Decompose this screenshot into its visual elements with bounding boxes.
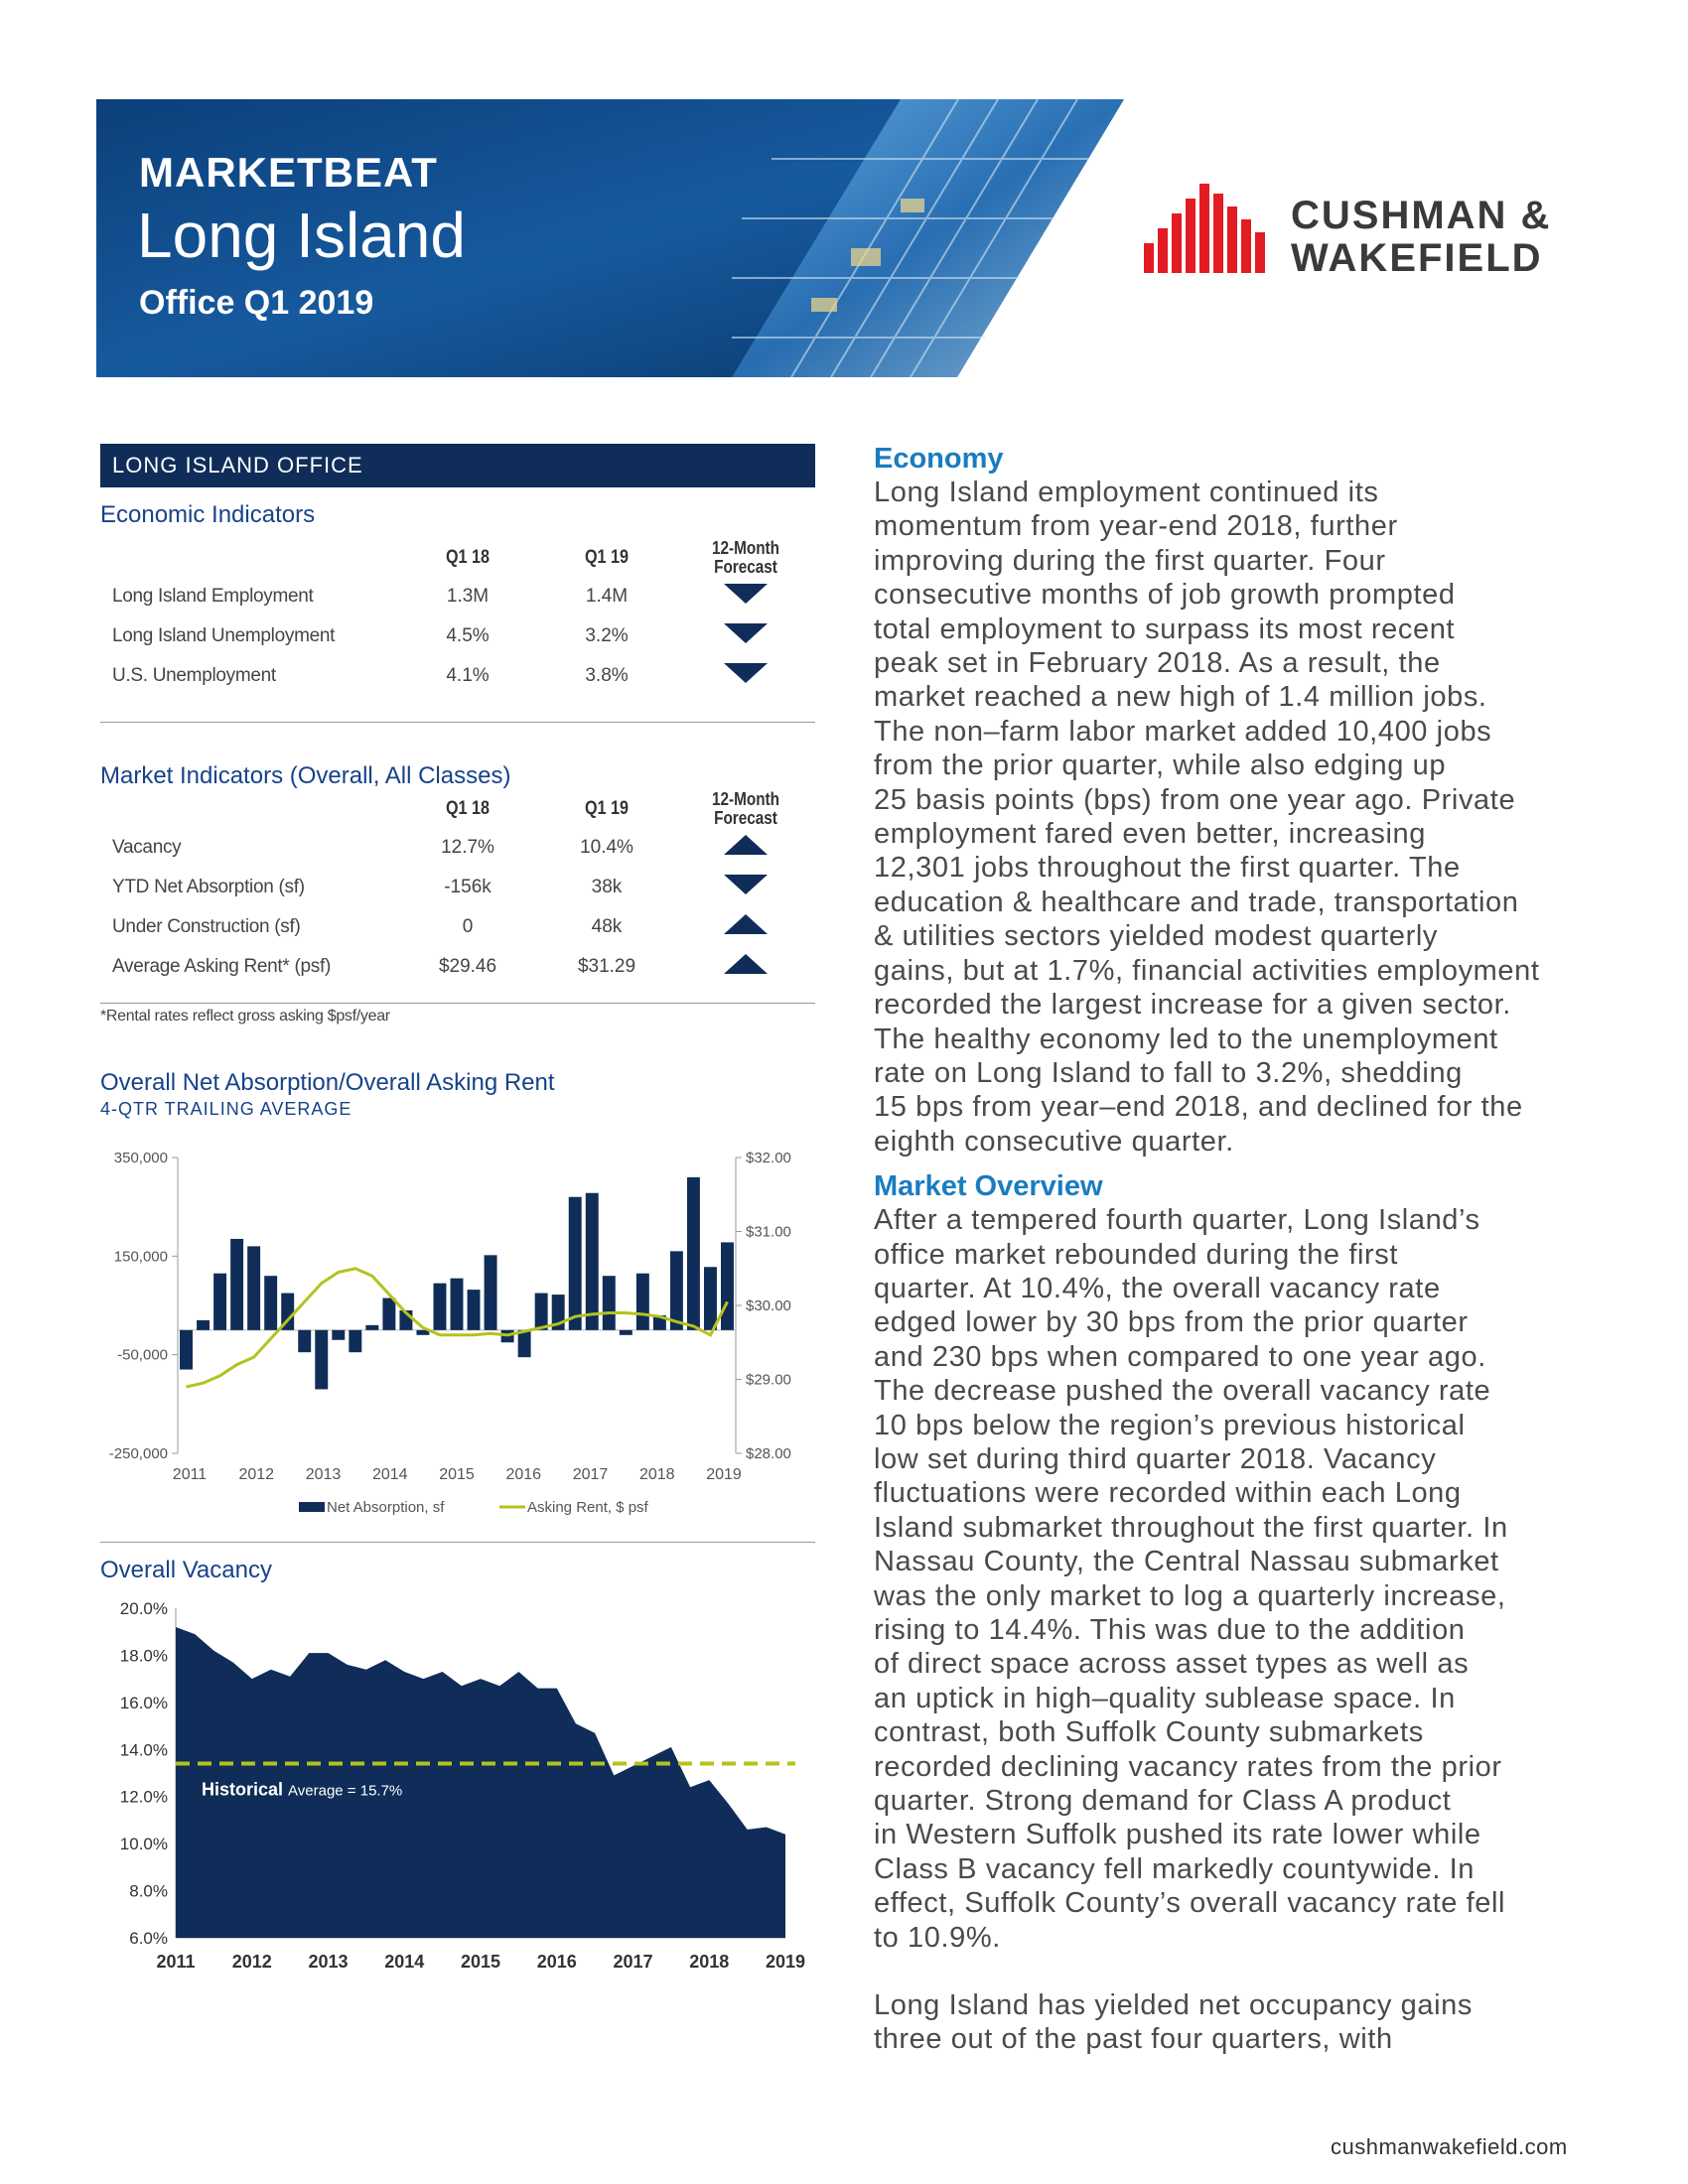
x-tick-label: 2011 bbox=[156, 1952, 196, 1972]
y-tick-label: 350,000 bbox=[113, 1150, 168, 1166]
y-tick-label: 10.0% bbox=[119, 1835, 168, 1854]
row-q118: 4.5% bbox=[446, 625, 490, 646]
row-q118: 0 bbox=[462, 916, 474, 937]
row-q119: $31.29 bbox=[577, 956, 636, 977]
divider bbox=[100, 1003, 815, 1004]
y-tick-label: 8.0% bbox=[129, 1881, 168, 1901]
forecast-down-arrow-icon bbox=[724, 584, 768, 604]
table-row bbox=[100, 947, 815, 987]
y-tick-label: 16.0% bbox=[119, 1693, 168, 1712]
text-line: recorded the largest increase for a given sector. bbox=[874, 989, 1511, 1022]
col-forecast: 12-Month Forecast bbox=[712, 789, 779, 828]
table-row bbox=[100, 907, 815, 947]
absorption-bar bbox=[433, 1284, 446, 1330]
text-line: an uptick in high–quality sublease space. In bbox=[874, 1682, 1456, 1714]
row-q118: 12.7% bbox=[441, 837, 494, 858]
y-tick-label: 18.0% bbox=[119, 1646, 168, 1666]
text-line: effect, Suffolk County’s overall vacancy rate fell bbox=[874, 1887, 1506, 1920]
text-line: of direct space across asset types as well as bbox=[874, 1648, 1470, 1681]
absorption-bar bbox=[315, 1330, 328, 1390]
forecast-down-arrow-icon bbox=[724, 663, 768, 683]
row-label: YTD Net Absorption (sf) bbox=[112, 877, 305, 897]
text-line: office market rebounded during the first bbox=[874, 1238, 1399, 1271]
row-q118: 4.1% bbox=[446, 665, 490, 686]
row-q119: 10.4% bbox=[580, 837, 633, 858]
absorption-bar bbox=[569, 1197, 582, 1330]
page-title: Long Island bbox=[137, 200, 466, 271]
x-tick-label: 2014 bbox=[371, 1466, 408, 1483]
table-header-row bbox=[100, 539, 815, 577]
absorption-bar bbox=[670, 1251, 683, 1329]
absorption-bar bbox=[704, 1267, 717, 1330]
y-tick-label: 6.0% bbox=[129, 1929, 168, 1948]
col-q119: Q1 19 bbox=[584, 798, 629, 819]
row-label: Under Construction (sf) bbox=[112, 916, 301, 937]
x-tick-label: 2012 bbox=[231, 1952, 272, 1972]
forecast-up-arrow-icon bbox=[724, 954, 768, 974]
text-line: Island submarket throughout the first quarter. In bbox=[874, 1511, 1508, 1544]
table-row bbox=[100, 656, 815, 696]
logo-bars-icon bbox=[1144, 179, 1273, 278]
absorption-bar bbox=[264, 1276, 277, 1330]
text-line: The decrease pushed the overall vacancy rate bbox=[874, 1375, 1491, 1408]
text-line: in Western Suffolk pushed its rate lower while bbox=[874, 1819, 1481, 1851]
left-column bbox=[100, 444, 815, 1996]
col-q118: Q1 18 bbox=[445, 798, 490, 819]
absorption-bar bbox=[247, 1246, 260, 1329]
annotation-value: Average = 15.7% bbox=[288, 1782, 403, 1800]
absorption-bar bbox=[721, 1242, 734, 1329]
y-tick-label: -50,000 bbox=[117, 1346, 168, 1364]
annotation-label: Historical bbox=[202, 1779, 289, 1800]
x-tick-label: 2019 bbox=[765, 1952, 806, 1972]
absorption-bar bbox=[518, 1330, 531, 1357]
text-line: rising to 14.4%. This was due to the addition bbox=[874, 1614, 1466, 1646]
footer-url[interactable]: cushmanwakefield.com bbox=[1331, 2134, 1568, 2159]
text-line: improving during the first quarter. Four bbox=[874, 544, 1386, 577]
legend-swatch-absorption bbox=[299, 1502, 325, 1512]
row-q119: 1.4M bbox=[585, 586, 629, 607]
absorption-bar bbox=[485, 1255, 497, 1329]
text-line: contrast, both Suffolk County submarkets bbox=[874, 1716, 1424, 1749]
economic-indicators-table bbox=[100, 539, 815, 696]
header-banner bbox=[96, 99, 1124, 377]
absorption-bar bbox=[636, 1274, 649, 1330]
text-line: After a tempered fourth quarter, Long Island’s bbox=[874, 1204, 1480, 1237]
x-tick-label: 2015 bbox=[460, 1952, 501, 1972]
marketbeat-kicker: MARKETBEAT bbox=[139, 149, 438, 196]
y-tick-label: 14.0% bbox=[119, 1740, 168, 1760]
row-q119: 3.2% bbox=[585, 625, 629, 646]
x-tick-label: 2018 bbox=[638, 1466, 675, 1483]
text-line: employment fared even better, increasing bbox=[874, 818, 1426, 851]
x-tick-label: 2012 bbox=[238, 1466, 275, 1483]
y-tick-label: 12.0% bbox=[119, 1787, 168, 1807]
x-tick-label: 2019 bbox=[706, 1466, 742, 1483]
text-line: gains, but at 1.7%, financial activities employment bbox=[874, 954, 1540, 987]
economic-indicators-title: Economic Indicators bbox=[100, 501, 316, 528]
absorption-chart-title: Overall Net Absorption/Overall Asking Rent bbox=[100, 1069, 555, 1096]
text-line: 15 bps from year–end 2018, and declined for the bbox=[874, 1091, 1523, 1124]
absorption-bar bbox=[349, 1330, 361, 1352]
absorption-bar bbox=[213, 1274, 226, 1330]
row-label: Long Island Unemployment bbox=[112, 625, 336, 646]
y2-tick-label: $28.00 bbox=[746, 1445, 791, 1462]
forecast-down-arrow-icon bbox=[724, 875, 768, 894]
absorption-bar bbox=[603, 1276, 616, 1330]
divider bbox=[100, 1542, 815, 1543]
absorption-rent-chart bbox=[100, 1120, 815, 1537]
y-tick-label: 20.0% bbox=[119, 1599, 168, 1618]
text-line: to 10.9%. bbox=[874, 1921, 1001, 1954]
table-row bbox=[100, 828, 815, 868]
text-line: total employment to surpass its most recent bbox=[874, 613, 1456, 645]
rent-footnote: *Rental rates reflect gross asking $psf/year bbox=[100, 1008, 390, 1024]
table-row bbox=[100, 868, 815, 907]
absorption-bar bbox=[365, 1325, 378, 1330]
text-line: quarter. At 10.4%, the overall vacancy rate bbox=[874, 1272, 1441, 1304]
market-indicators-table bbox=[100, 790, 815, 987]
row-q119: 38k bbox=[591, 877, 623, 897]
x-tick-label: 2014 bbox=[384, 1952, 425, 1972]
text-line: market reached a new high of 1.4 million jobs. bbox=[874, 681, 1487, 714]
text-line: Nassau County, the Central Nassau submarket bbox=[874, 1546, 1499, 1578]
col-q119: Q1 19 bbox=[584, 547, 629, 568]
legend-label-absorption: Net Absorption, sf bbox=[327, 1499, 445, 1516]
absorption-bar bbox=[535, 1294, 548, 1330]
forecast-up-arrow-icon bbox=[724, 835, 768, 855]
divider bbox=[100, 722, 815, 723]
logo-line-1: CUSHMAN & bbox=[1291, 194, 1552, 237]
text-line: Long Island employment continued its bbox=[874, 477, 1379, 508]
row-q119: 3.8% bbox=[585, 665, 629, 686]
x-tick-label: 2017 bbox=[572, 1466, 609, 1483]
text-line: peak set in February 2018. As a result, the bbox=[874, 647, 1441, 680]
row-q119: 48k bbox=[591, 916, 623, 937]
text-line: momentum from year-end 2018, further bbox=[874, 510, 1398, 543]
text-line: eighth consecutive quarter. bbox=[874, 1125, 1234, 1158]
historical-average-annotation bbox=[202, 1780, 402, 1800]
absorption-bar bbox=[620, 1330, 633, 1335]
row-label: U.S. Unemployment bbox=[112, 665, 276, 686]
text-line: low set during third quarter 2018. Vacancy bbox=[874, 1442, 1437, 1475]
absorption-bar bbox=[230, 1239, 243, 1330]
col-q118: Q1 18 bbox=[445, 547, 490, 568]
absorption-bar bbox=[468, 1290, 481, 1330]
y-tick-label: -250,000 bbox=[108, 1445, 168, 1462]
table-header-row bbox=[100, 790, 815, 828]
x-tick-label: 2013 bbox=[305, 1466, 342, 1483]
text-line: & utilities sectors yielded modest quarterly bbox=[874, 920, 1438, 953]
text-line: Class B vacancy fell markedly countywide. In bbox=[874, 1852, 1476, 1885]
table-row bbox=[100, 616, 815, 656]
col-forecast: 12-Month Forecast bbox=[712, 538, 779, 577]
text-line: and 230 bps when compared to one year ago. bbox=[874, 1340, 1486, 1373]
text-line: edged lower by 30 bps from the prior quarter bbox=[874, 1306, 1469, 1339]
y-tick-label: 150,000 bbox=[113, 1248, 168, 1266]
text-line: 25 basis points (bps) from one year ago. Private bbox=[874, 783, 1516, 816]
row-label: Long Island Employment bbox=[112, 586, 314, 607]
section-label: LONG ISLAND OFFICE bbox=[100, 444, 815, 487]
y2-tick-label: $32.00 bbox=[746, 1150, 791, 1166]
text-line: Long Island has yielded net occupancy gains bbox=[874, 1989, 1473, 2022]
x-tick-label: 2016 bbox=[536, 1952, 577, 1972]
absorption-bar bbox=[586, 1193, 599, 1330]
absorption-bar bbox=[382, 1298, 395, 1330]
absorption-bar bbox=[197, 1320, 210, 1330]
text-line: The healthy economy led to the unemployment bbox=[874, 1023, 1498, 1055]
text-line: rate on Long Island to fall to 3.2%, shedding bbox=[874, 1056, 1463, 1089]
absorption-chart-subtitle: 4-QTR TRAILING AVERAGE bbox=[100, 1099, 352, 1119]
x-tick-label: 2013 bbox=[308, 1952, 349, 1972]
table-row bbox=[100, 577, 815, 616]
logo-line-2: WAKEFIELD bbox=[1291, 236, 1543, 280]
text-line: quarter. Strong demand for Class A product bbox=[874, 1785, 1452, 1818]
text-line: fluctuations were recorded within each Long bbox=[874, 1477, 1462, 1510]
text-line: 10 bps below the region’s previous historical bbox=[874, 1409, 1466, 1441]
text-line: consecutive months of job growth prompted bbox=[874, 579, 1456, 612]
closing-paragraph bbox=[874, 1988, 1589, 2057]
absorption-bar bbox=[180, 1330, 193, 1370]
legend-label-rent: Asking Rent, $ psf bbox=[527, 1499, 648, 1516]
text-line: from the prior quarter, while also edging up bbox=[874, 750, 1447, 782]
text-line: three out of the past four quarters, with bbox=[874, 2023, 1393, 2056]
text-line: recorded declining vacancy rates from the prior bbox=[874, 1750, 1502, 1783]
y2-tick-label: $30.00 bbox=[746, 1297, 791, 1314]
row-label: Vacancy bbox=[112, 837, 182, 858]
market-indicators-title: Market Indicators (Overall, All Classes) bbox=[100, 762, 511, 789]
absorption-bar bbox=[332, 1330, 345, 1340]
market-overview-heading: Market Overview bbox=[874, 1170, 1103, 1203]
x-tick-label: 2017 bbox=[613, 1952, 653, 1972]
row-label: Average Asking Rent* (psf) bbox=[112, 956, 331, 977]
text-line: education & healthcare and trade, transportation bbox=[874, 886, 1519, 918]
row-q118: 1.3M bbox=[446, 586, 490, 607]
vacancy-chart bbox=[100, 1584, 815, 1991]
forecast-up-arrow-icon bbox=[724, 914, 768, 934]
market-overview-paragraph bbox=[874, 1203, 1589, 1955]
y2-tick-label: $31.00 bbox=[746, 1223, 791, 1241]
text-line: was the only market to log a quarterly increase, bbox=[874, 1579, 1506, 1612]
text-line: 12,301 jobs throughout the first quarter. The bbox=[874, 852, 1461, 885]
row-q118: -156k bbox=[444, 877, 492, 897]
forecast-down-arrow-icon bbox=[724, 623, 768, 643]
x-tick-label: 2018 bbox=[689, 1952, 730, 1972]
absorption-bar bbox=[687, 1177, 700, 1330]
economy-heading: Economy bbox=[874, 443, 1004, 475]
y2-tick-label: $29.00 bbox=[746, 1371, 791, 1389]
page-subtitle: Office Q1 2019 bbox=[139, 284, 374, 322]
absorption-bar bbox=[451, 1279, 464, 1330]
x-tick-label: 2015 bbox=[439, 1466, 475, 1483]
cushman-wakefield-logo bbox=[1144, 179, 1591, 278]
economy-paragraph bbox=[874, 476, 1589, 1159]
absorption-bar bbox=[298, 1330, 311, 1352]
x-tick-label: 2011 bbox=[172, 1466, 208, 1483]
text-line: The non–farm labor market added 10,400 jobs bbox=[874, 715, 1492, 748]
right-column bbox=[874, 443, 1589, 2057]
row-q118: $29.46 bbox=[438, 956, 497, 977]
x-tick-label: 2016 bbox=[505, 1466, 542, 1483]
vacancy-chart-title: Overall Vacancy bbox=[100, 1557, 272, 1583]
